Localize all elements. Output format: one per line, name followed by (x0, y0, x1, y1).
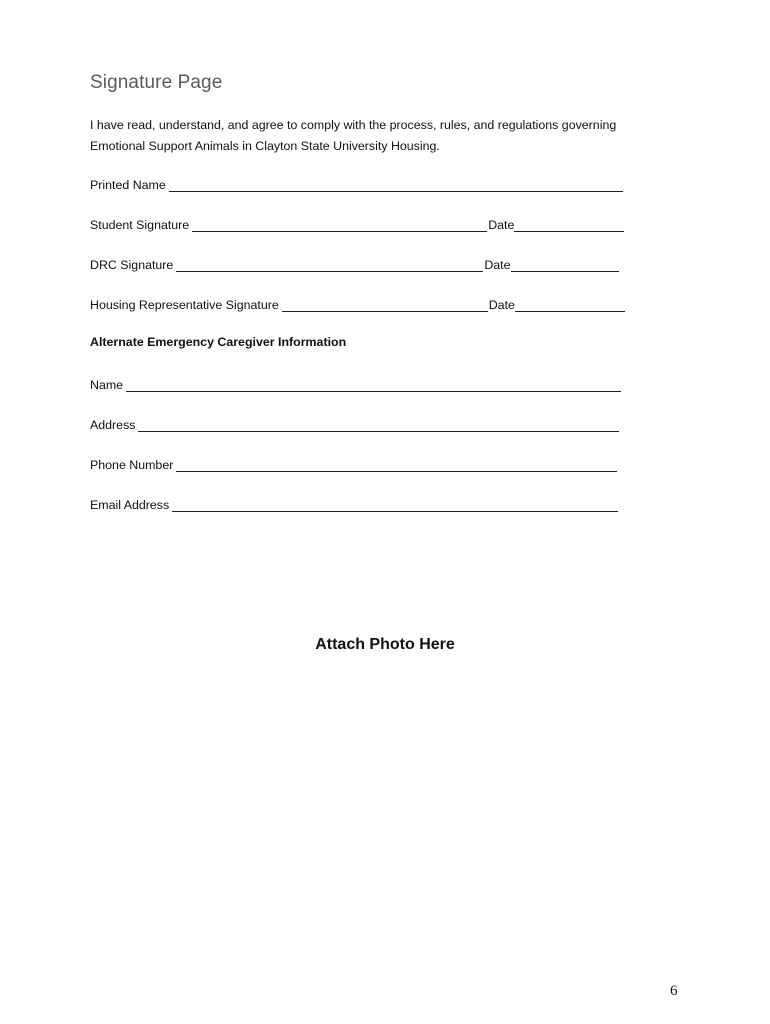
attach-photo-label: Attach Photo Here (315, 636, 455, 653)
caregiver-name-label: Name (90, 378, 124, 392)
printed-name-line[interactable] (169, 178, 623, 192)
caregiver-address-line[interactable] (138, 418, 619, 432)
page-number: 6 (670, 983, 678, 999)
drc-date-label: Date (484, 258, 511, 272)
caregiver-section-heading: Alternate Emergency Caregiver Information (90, 335, 347, 349)
caregiver-email-line[interactable] (172, 498, 618, 512)
drc-signature-label: DRC Signature (90, 258, 174, 272)
caregiver-phone-row (90, 454, 617, 472)
housing-rep-date-line[interactable] (515, 298, 625, 312)
page-title: Signature Page (90, 72, 223, 93)
printed-name-label: Printed Name (90, 178, 166, 192)
caregiver-name-row (90, 374, 621, 392)
student-signature-label: Student Signature (90, 218, 190, 232)
drc-signature-line[interactable] (176, 258, 483, 272)
housing-rep-date-label: Date (488, 298, 515, 312)
caregiver-name-line[interactable] (126, 378, 621, 392)
printed-name-row (90, 174, 623, 192)
student-signature-row (90, 214, 624, 232)
caregiver-phone-label: Phone Number (90, 458, 174, 472)
drc-date-line[interactable] (511, 258, 619, 272)
housing-rep-signature-line[interactable] (282, 298, 488, 312)
caregiver-phone-line[interactable] (176, 458, 617, 472)
student-date-line[interactable] (514, 218, 624, 232)
caregiver-address-label: Address (90, 418, 136, 432)
student-date-label: Date (488, 218, 515, 232)
student-signature-line[interactable] (192, 218, 487, 232)
housing-rep-signature-row (90, 294, 625, 312)
agreement-statement: I have read, understand, and agree to comply with the process, rules, and regulations governing Emotional Support Animals in Clayton State University Housing. (90, 118, 617, 153)
caregiver-email-label: Email Address (90, 498, 170, 512)
caregiver-email-row (90, 494, 618, 512)
housing-rep-signature-label: Housing Representative Signature (90, 298, 279, 312)
drc-signature-row (90, 254, 619, 272)
caregiver-address-row (90, 414, 619, 432)
